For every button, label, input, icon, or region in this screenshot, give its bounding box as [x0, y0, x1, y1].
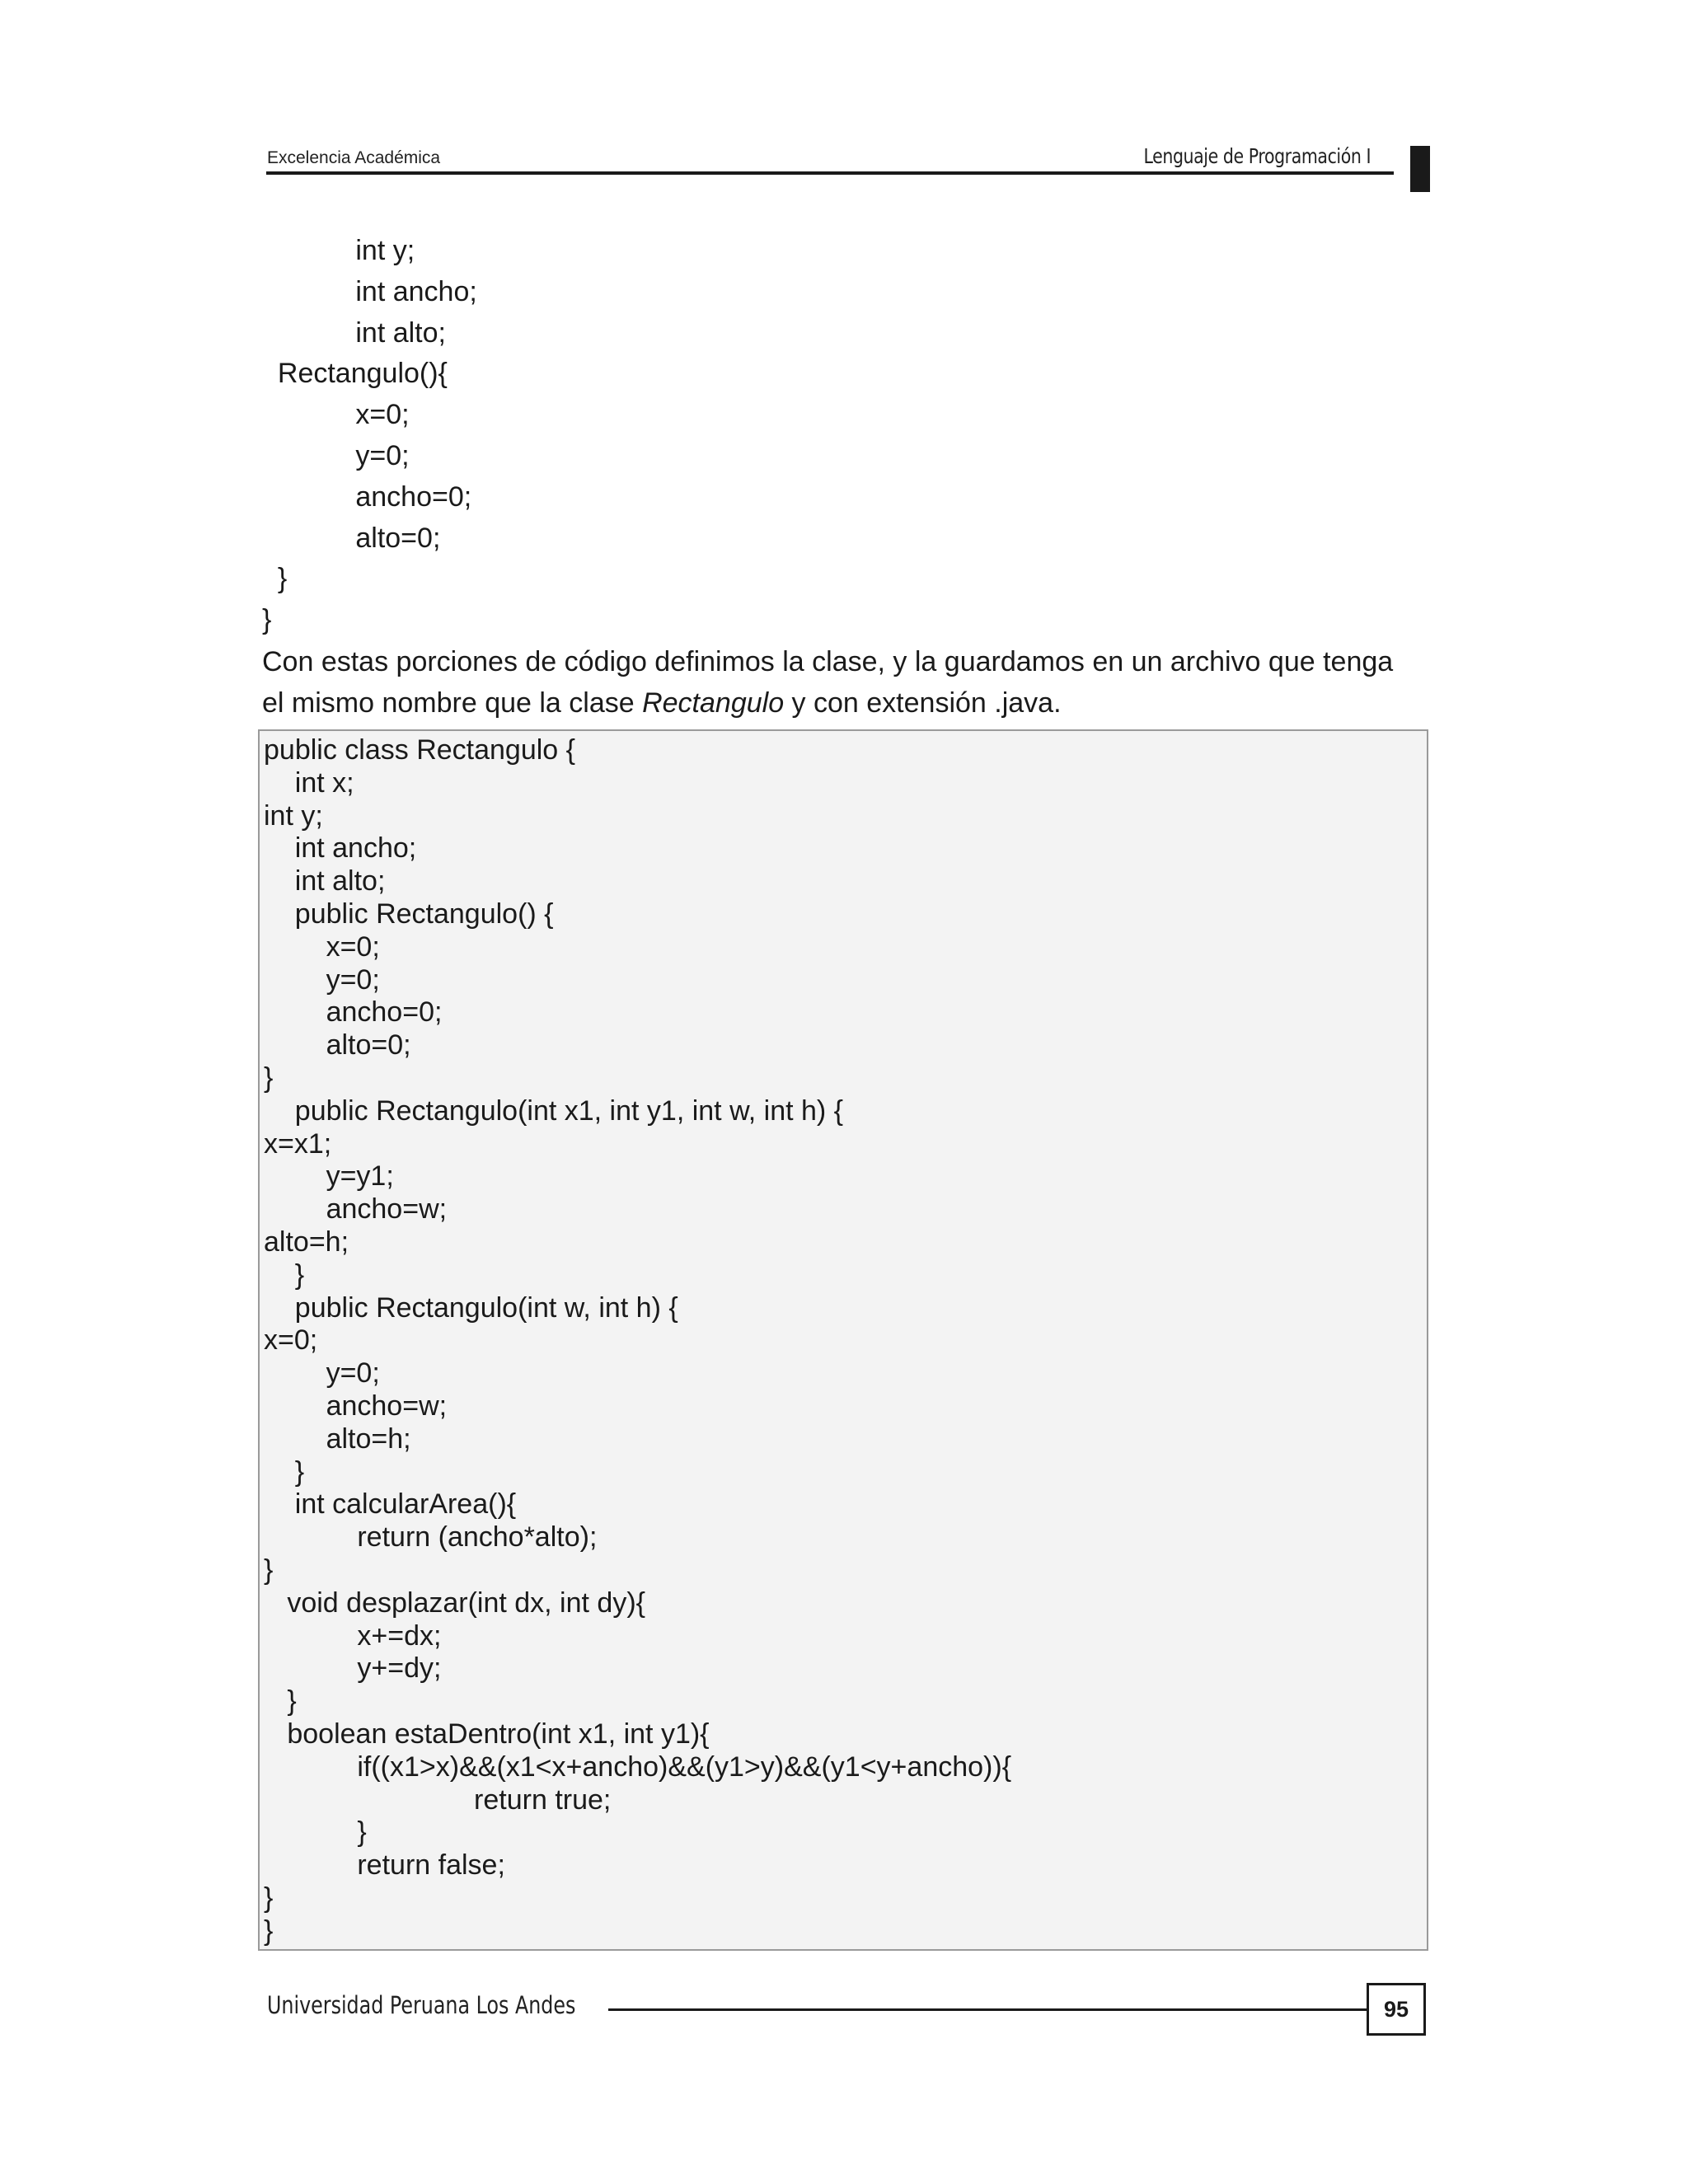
paragraph-line-1: Con estas porciones de código definimos la clase, y la guardamos en un archivo que tenga: [262, 646, 1394, 677]
code-line: }: [264, 1554, 274, 1586]
code-line: int x;: [264, 766, 354, 799]
code-line: ancho=w;: [264, 1390, 448, 1422]
code-line: alto=h;: [264, 1226, 349, 1258]
footer-divider: [608, 2008, 1367, 2011]
code-line: x=0;: [262, 399, 410, 431]
code-line: alto=0;: [264, 1029, 411, 1062]
code-line: x+=dx;: [264, 1619, 442, 1652]
code-line: }: [264, 1882, 274, 1914]
header-right-title: Lenguaje de Programación I: [1143, 144, 1371, 168]
code-line: int alto;: [264, 865, 386, 898]
code-line: ancho=w;: [264, 1193, 448, 1226]
code-line: }: [264, 1258, 305, 1291]
code-line: int alto;: [262, 316, 446, 349]
code-line: x=x1;: [264, 1127, 332, 1160]
code-fragment-top: [262, 231, 477, 641]
code-line: public Rectangulo(int w, int h) {: [264, 1291, 678, 1324]
code-line: int ancho;: [264, 832, 417, 865]
class-name-italic: Rectangulo: [642, 687, 785, 719]
code-line: }: [264, 1915, 274, 1947]
code-line: public class Rectangulo {: [264, 734, 576, 766]
footer-university-name: Universidad Peruana Los Andes: [267, 1991, 576, 2019]
code-line: void desplazar(int dx, int dy){: [264, 1586, 646, 1619]
code-line: return (ancho*alto);: [264, 1521, 598, 1554]
code-line: int calcularArea(){: [264, 1488, 517, 1521]
code-line: }: [264, 1455, 305, 1488]
code-line: }: [264, 1685, 297, 1718]
code-line: x=0;: [264, 1324, 318, 1357]
code-line: y=0;: [262, 439, 410, 471]
header-tab-marker: [1410, 146, 1430, 192]
code-line: alto=h;: [264, 1422, 411, 1455]
code-line: ancho=0;: [262, 480, 472, 513]
code-line: }: [264, 1062, 274, 1094]
code-line: public Rectangulo() {: [264, 898, 554, 930]
page-number: 95: [1367, 1983, 1426, 2036]
code-line: y=0;: [264, 1357, 380, 1390]
code-line: if((x1>x)&&(x1<x+ancho)&&(y1>y)&&(y1<y+ancho)){: [264, 1750, 1012, 1783]
code-line: int y;: [262, 235, 415, 266]
paragraph-line-2-end: y con extensión .java.: [784, 687, 1062, 719]
code-line: }: [262, 604, 272, 636]
code-line: }: [264, 1816, 367, 1849]
code-line: y=0;: [264, 963, 380, 996]
body-paragraph: [262, 641, 1428, 724]
code-line: alto=0;: [262, 522, 441, 554]
code-line: int ancho;: [262, 275, 477, 307]
code-line: x=0;: [264, 930, 380, 963]
paragraph-line-2-start: el mismo nombre que la clase: [262, 687, 643, 719]
code-listing-box: [258, 729, 1428, 1951]
code-line: y=y1;: [264, 1160, 394, 1193]
code-line: y+=dy;: [264, 1652, 442, 1685]
code-line: boolean estaDentro(int x1, int y1){: [264, 1718, 710, 1750]
code-line: int y;: [264, 799, 323, 832]
code-line: ancho=0;: [264, 996, 443, 1029]
code-listing: [264, 734, 1011, 1947]
code-line: public Rectangulo(int x1, int y1, int w, int h) {: [264, 1094, 844, 1127]
paragraph-line-2: [262, 682, 1428, 724]
code-line: Rectangulo(){: [262, 358, 448, 390]
code-line: return true;: [264, 1783, 612, 1816]
code-line: return false;: [264, 1849, 505, 1882]
header-divider: [266, 171, 1394, 175]
code-line: }: [262, 563, 288, 595]
header-left-title: Excelencia Académica: [267, 148, 441, 167]
